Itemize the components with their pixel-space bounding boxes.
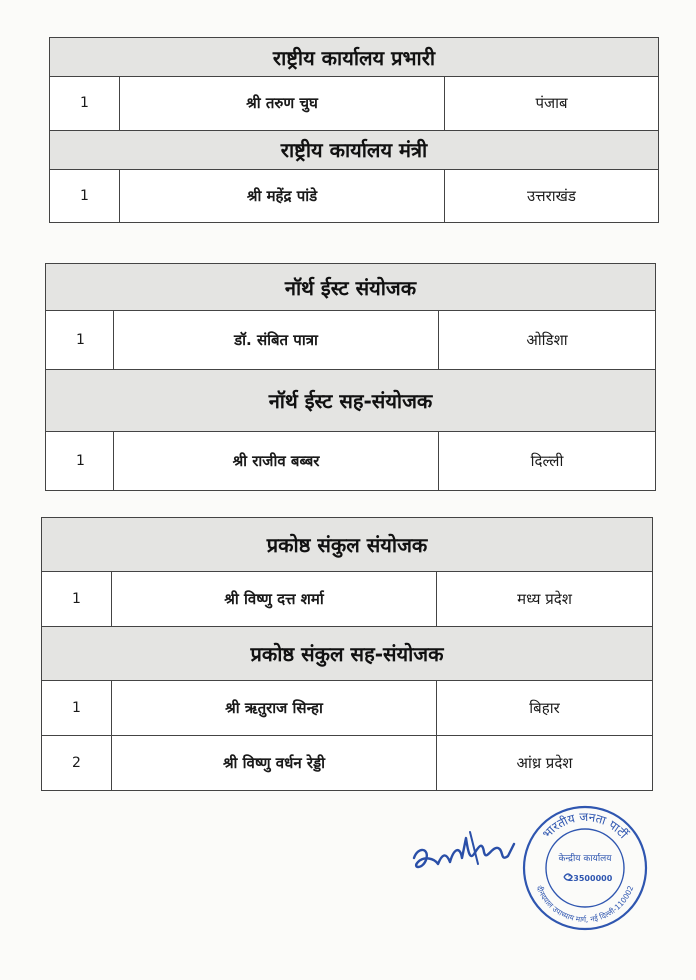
person-name: श्री विष्णु वर्धन रेड्डी — [112, 736, 437, 791]
group-heading: राष्ट्रीय कार्यालय मंत्री — [50, 130, 659, 169]
party-office-seal — [520, 803, 650, 933]
serial-number: 1 — [46, 311, 114, 370]
serial-number: 1 — [50, 77, 120, 131]
person-name: श्री राजीव बब्बर — [114, 432, 439, 491]
group-heading-row — [46, 370, 656, 432]
state-name: आंध्र प्रदेश — [437, 736, 653, 791]
state-name: उत्तराखंड — [445, 169, 659, 223]
person-name: श्री विष्णु दत्त शर्मा — [112, 572, 437, 627]
serial-number: 1 — [50, 169, 120, 223]
signature — [408, 818, 518, 888]
table-row — [46, 432, 656, 491]
state-name: बिहार — [437, 681, 653, 736]
person-name: श्री तरुण चुघ — [120, 77, 445, 131]
serial-number: 1 — [46, 432, 114, 491]
group-heading-row — [50, 38, 659, 77]
table-row — [46, 311, 656, 370]
group-heading: प्रकोष्ठ संकुल सह-संयोजक — [42, 627, 653, 681]
table-row — [50, 77, 659, 131]
table-row — [42, 681, 653, 736]
serial-number: 1 — [42, 681, 112, 736]
seal-top-text: भारतीय जनता पार्टी — [539, 809, 631, 842]
group-heading-row — [50, 130, 659, 169]
group-heading: राष्ट्रीय कार्यालय प्रभारी — [50, 38, 659, 77]
table-row — [50, 169, 659, 223]
group-heading: प्रकोष्ठ संकुल संयोजक — [42, 518, 653, 572]
person-name: डॉ. संबित पात्रा — [114, 311, 439, 370]
state-name: दिल्ली — [439, 432, 656, 491]
person-name: श्री महेंद्र पांडे — [120, 169, 445, 223]
group-heading-row — [46, 264, 656, 311]
group-heading: नॉर्थ ईस्ट संयोजक — [46, 264, 656, 311]
serial-number: 2 — [42, 736, 112, 791]
state-name: पंजाब — [445, 77, 659, 131]
seal-center-text: केन्द्रीय कार्यालय — [558, 854, 612, 864]
section-office-in-charge — [49, 37, 659, 223]
table-row — [42, 736, 653, 791]
section-north-east — [45, 263, 656, 491]
state-name: मध्य प्रदेश — [437, 572, 653, 627]
table-row — [42, 572, 653, 627]
serial-number: 1 — [42, 572, 112, 627]
state-name: ओडिशा — [439, 311, 656, 370]
person-name: श्री ऋतुराज सिन्हा — [112, 681, 437, 736]
group-heading-row — [42, 518, 653, 572]
group-heading: नॉर्थ ईस्ट सह-संयोजक — [46, 370, 656, 432]
section-cell-cluster — [41, 517, 653, 791]
group-heading-row — [42, 627, 653, 681]
seal-bottom-text: दीनदयाल उपाध्याय मार्ग, नई दिल्ली-110002 — [534, 884, 636, 925]
seal-phone: 23500000 — [567, 874, 613, 883]
